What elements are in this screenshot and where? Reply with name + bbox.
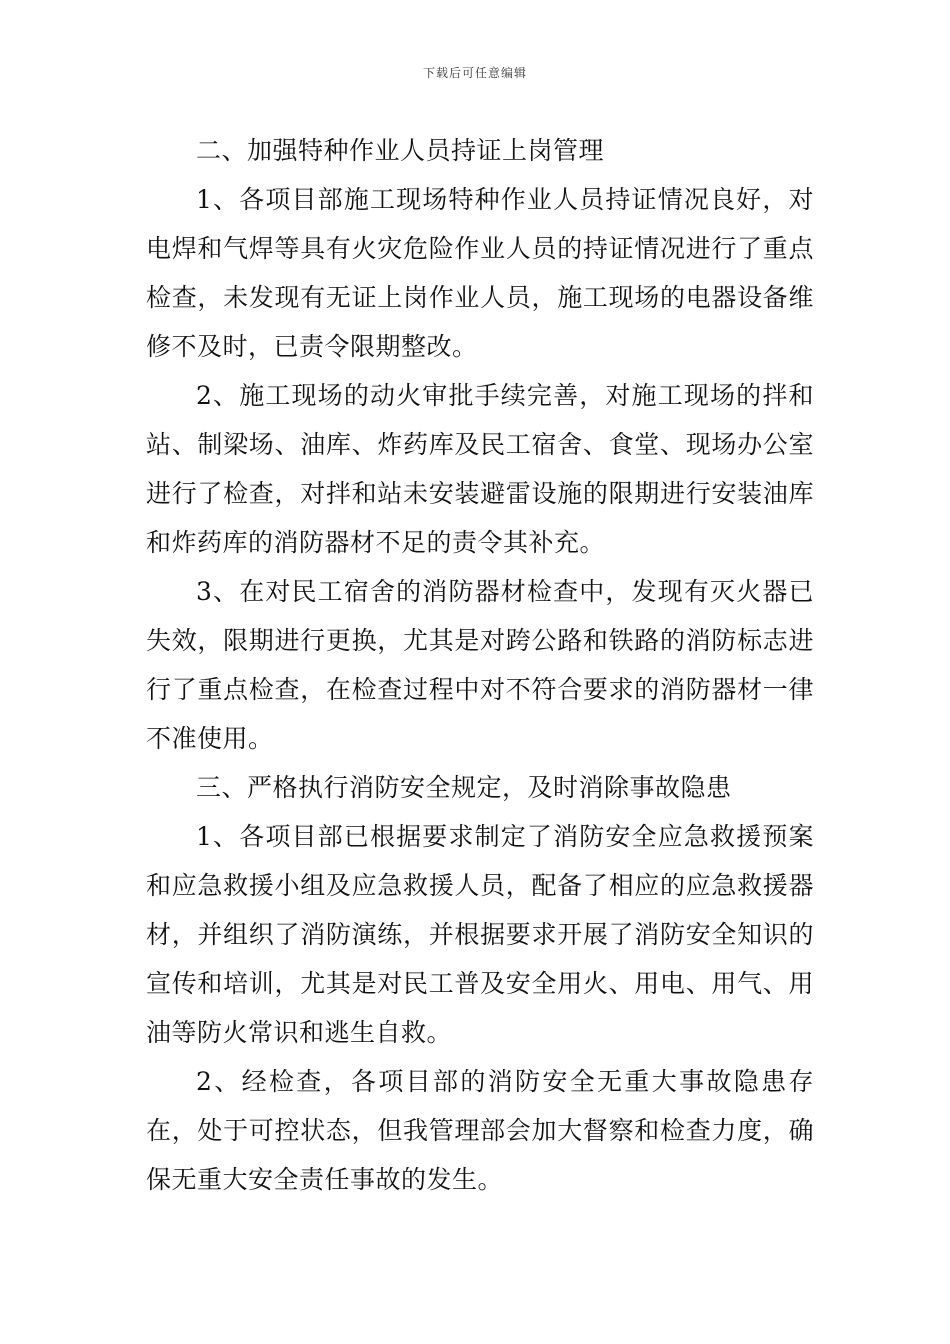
paragraph-3-2: 2、经检查，各项目部的消防安全无重大事故隐患存在，处于可控状态，但我管理部会加大督察和检查力度，确保无重大安全责任事故的发生。 [146,1067,814,1194]
paragraph-2-3: 3、在对民工宿舍的消防器材检查中，发现有灭火器已失效，限期进行更换，尤其是对跨公路和铁路的消防标志进行了重点检查，在检查过程中对不符合要求的消防器材一律不准使用。 [146,577,814,753]
section-heading-3: 三、严格执行消防安全规定，及时消除事故隐患 [196,773,732,802]
page-header-note: 下载后可任意编辑 [422,66,527,80]
paragraph-2-1: 1、各项目部施工现场特种作业人员持证情况良好，对电焊和气焊等具有火灾危险作业人员的持证情况进行了重点检查，未发现有无证上岗作业人员，施工现场的电器设备维修不及时，已责令限期整改。 [146,185,814,361]
paragraph-3-1: 1、各项目部已根据要求制定了消防安全应急救援预案和应急救援小组及应急救援人员，配备了相应的应急救援器材，并组织了消防演练，并根据要求开展了消防安全知识的宣传和培训，尤其是对民工普及安全用火、用电、用气、用油等防火常识和逃生自救。 [146,822,814,1047]
section-heading-2: 二、加强特种作业人员持证上岗管理 [196,136,605,165]
paragraph-2-2: 2、施工现场的动火审批手续完善，对施工现场的拌和站、制梁场、油库、炸药库及民工宿舍、食堂、现场办公室进行了检查，对拌和站未安装避雷设施的限期进行安装油库和炸药库的消防器材不足的责令其补充。 [146,381,814,557]
document-body [146,126,814,1204]
